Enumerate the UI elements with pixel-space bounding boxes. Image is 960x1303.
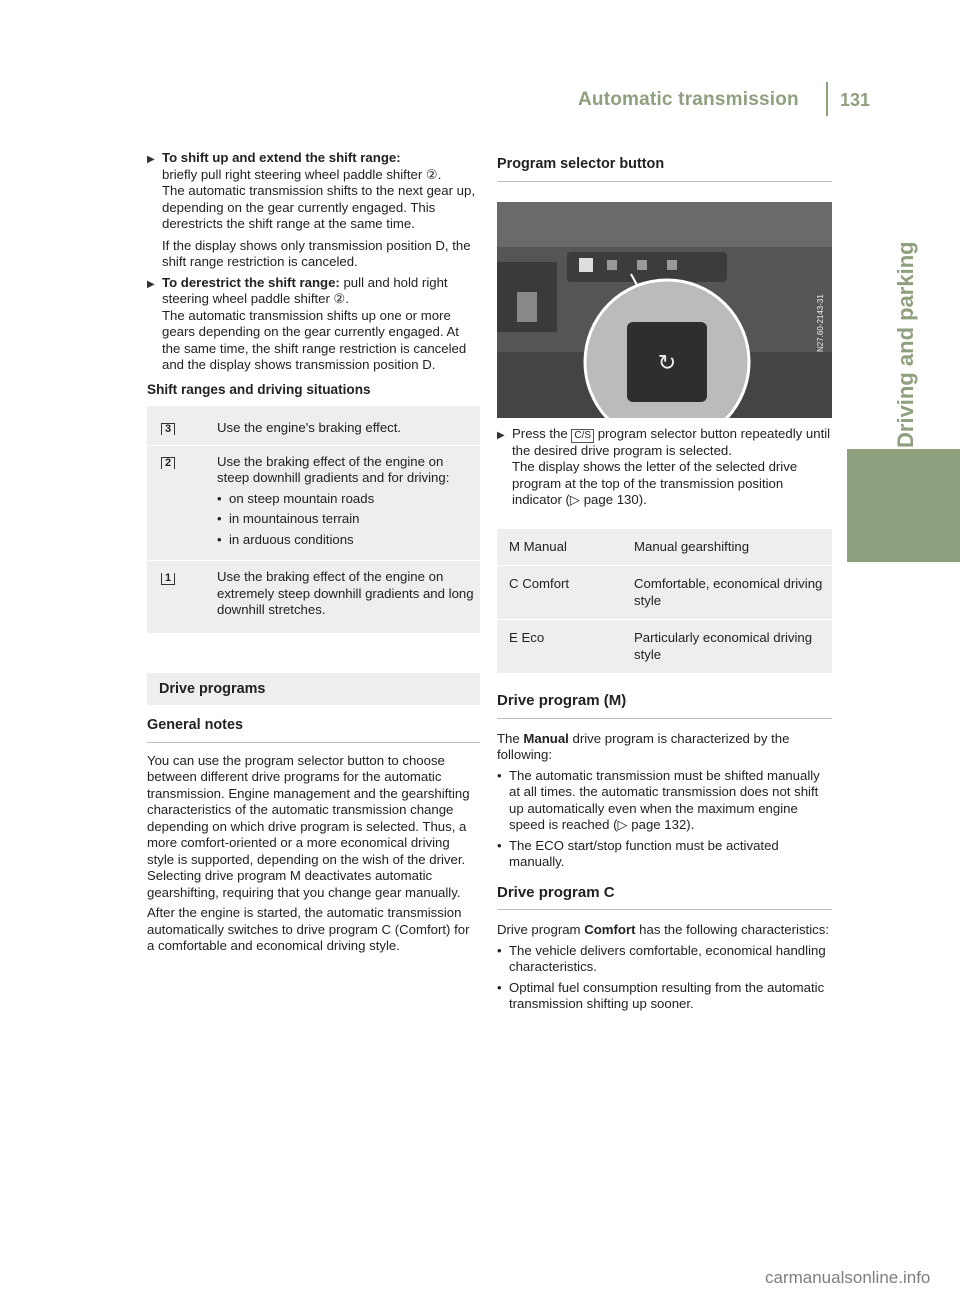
general-notes-title: General notes [147, 717, 480, 743]
step-arrow-icon: ▶ [147, 278, 155, 290]
list-item: • The ECO start/stop function must be activated manually. [497, 838, 832, 871]
table-cell: M Manual [509, 538, 567, 554]
table-cell: Use the engine's braking effect. [217, 420, 402, 435]
step-body: pull and hold right steering wheel paddle shifter ②. [162, 274, 448, 306]
gear-3-icon: 3 [161, 423, 175, 435]
gear-1-icon: 1 [161, 573, 175, 585]
step-body: The automatic transmission shifts up one or more gears depending on the gear currently engaged. At the same time, the shift range restriction is canceled and the display shows transmission position D. [162, 307, 467, 372]
list-item: • Optimal fuel consumption resulting from the automatic transmission shifting up sooner. [497, 980, 832, 1013]
side-tab-marker [847, 449, 960, 562]
step-heading: To derestrict the shift range: [162, 274, 340, 290]
program-selector-title: Program selector button [497, 156, 832, 182]
running-header-title: Automatic transmission [578, 89, 799, 110]
program-selector-key-icon: C/S [571, 429, 594, 443]
table-row [147, 412, 480, 446]
header-divider [826, 82, 828, 116]
shift-range-table [147, 406, 480, 633]
table-cell: Use the braking effect of the engine on extremely steep downhill gradients and long downhill stretches. [217, 569, 474, 617]
section-title-drive-programs: Drive programs [147, 673, 480, 706]
table-row [497, 566, 832, 620]
page-number: 131 [840, 90, 871, 110]
table-cell: Comfortable, economical driving style [634, 576, 823, 608]
list-item: • on steep mountain roads [217, 491, 474, 508]
table-cell: Manual gearshifting [634, 538, 750, 554]
left-column [147, 150, 480, 955]
gear-2-icon: 2 [161, 457, 175, 469]
svg-text:N27.60-2143-31: N27.60-2143-31 [816, 293, 825, 352]
right-column [497, 150, 832, 1017]
step-heading: To shift up and extend the shift range: [162, 150, 401, 165]
table-row [147, 561, 480, 627]
drive-program-c-title: Drive program C [497, 885, 832, 911]
step-body: If the display shows only transmission position D, the shift range restriction is canceled. [162, 237, 471, 269]
shift-table-title: Shift ranges and driving situations [147, 381, 371, 397]
step-body: The display shows the letter of the selected drive program at the top of the transmission position indicator (▷ page 130). [512, 459, 798, 507]
list-item: • in arduous conditions [217, 532, 474, 549]
paragraph: You can use the program selector button to choose between different drive programs for the automatic transmission. Engine management and the gearshifting characteristics of the automatic transmission change depending on which drive program is selected. Thus, a more comfort-oriented or a more economical driving style is supported, depending on the wish of the driver. Selecting drive program M deactivates automatic gearshifting, requiring that you change gear manually. [147, 752, 470, 900]
dashboard-photo-icon [497, 202, 832, 418]
step-arrow-icon: ▶ [147, 154, 155, 165]
list-item: • The automatic transmission must be shifted manually at all times. the automatic transmission does not shift up automatically even when the maximum engine speed is reached (▷ page 132). [497, 768, 832, 834]
table-row [497, 529, 832, 567]
paragraph: Drive program Comfort has the following characteristics: [497, 922, 830, 937]
step-body: program selector button repeatedly until the desired drive program is selected. [512, 425, 831, 458]
side-tab-label: Driving and parking [893, 241, 918, 448]
drive-program-m-title: Drive program (M) [497, 693, 832, 719]
step-body: Press the [512, 425, 572, 441]
table-row [147, 446, 480, 562]
drive-program-table [497, 529, 832, 674]
step-arrow-icon: ▶ [497, 429, 505, 441]
footer-watermark: carmanualsonline.info [765, 1268, 931, 1287]
table-cell: E Eco [509, 630, 545, 645]
step-shift-up [147, 150, 480, 271]
paragraph: The Manual drive program is characterized by the following: [497, 730, 790, 762]
paragraph: After the engine is started, the automatic transmission automatically switches to drive program C (Comfort) for a comfortable and economical driving style. [147, 905, 470, 953]
table-cell: Particularly economical driving style [634, 630, 813, 662]
svg-text:↻: ↻ [657, 350, 677, 376]
program-selector-photo [497, 202, 832, 418]
table-row [497, 620, 832, 673]
list-item: • The vehicle delivers comfortable, economical handling characteristics. [497, 943, 832, 976]
list-item: • in mountainous terrain [217, 511, 474, 528]
step-press-selector [497, 426, 832, 509]
table-cell: Use the braking effect of the engine on steep downhill gradients and for driving: [217, 453, 450, 485]
step-derestrict [147, 275, 480, 374]
step-body: The automatic transmission shifts to the next gear up, depending on the gear currently engaged. This derestricts the shift range at the same time. [162, 183, 475, 231]
table-cell: C Comfort [509, 576, 570, 591]
step-body: briefly pull right steering wheel paddle shifter ②. [162, 166, 442, 182]
